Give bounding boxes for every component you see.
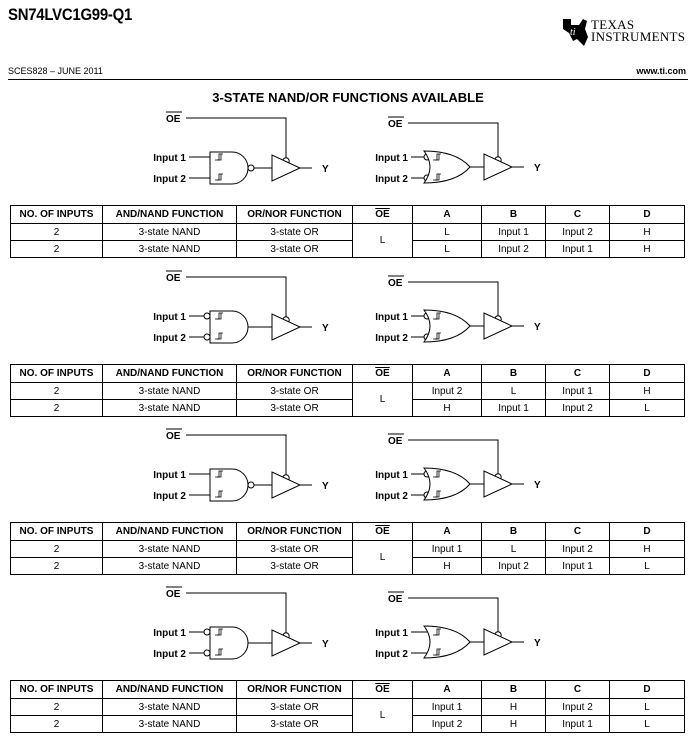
table-cell: 2	[11, 224, 103, 241]
input1-label: Input 1	[153, 312, 186, 323]
input2-label: Input 2	[375, 649, 408, 660]
output-label: Y	[322, 481, 329, 492]
table-row	[11, 400, 685, 417]
column-header: OR/NOR FUNCTION	[237, 365, 353, 383]
or-gate-diagram	[375, 117, 541, 185]
output-bubble-icon	[248, 482, 254, 488]
output-label: Y	[322, 639, 329, 650]
function-table-4	[10, 680, 685, 733]
column-header: C	[546, 365, 610, 383]
column-header: A	[413, 523, 482, 541]
column-header: B	[482, 365, 546, 383]
function-table-3	[10, 522, 685, 575]
column-header: $\overline{OE}$	[353, 523, 413, 541]
oe-cell: L	[353, 699, 413, 733]
or-gate-diagram	[375, 592, 541, 660]
and-gate-icon	[210, 311, 248, 343]
column-header: AND/NAND FUNCTION	[103, 523, 237, 541]
oe-label: OE	[166, 431, 181, 442]
column-header: A	[413, 206, 482, 224]
input1-label: Input 1	[153, 153, 186, 164]
svg-text:ti: ti	[570, 27, 576, 38]
or-gate-icon	[424, 626, 470, 658]
table-cell: Input 1	[546, 558, 610, 575]
table-cell: L	[482, 541, 546, 558]
table-cell: H	[413, 400, 482, 417]
input1-label: Input 1	[375, 312, 408, 323]
table-cell: 3-state OR	[237, 383, 353, 400]
output-label: Y	[534, 322, 541, 333]
table-header-row	[11, 206, 685, 224]
table-cell: L	[413, 241, 482, 258]
output-label: Y	[322, 164, 329, 175]
table-cell: Input 1	[546, 241, 610, 258]
table-row	[11, 716, 685, 733]
input2-label: Input 2	[375, 491, 408, 502]
table-cell: 2	[11, 241, 103, 258]
column-header: NO. OF INPUTS	[11, 365, 103, 383]
column-header: B	[482, 681, 546, 699]
table-header-row	[11, 523, 685, 541]
nand-gate-diagram	[153, 587, 329, 660]
table-cell: L	[610, 558, 685, 575]
table-cell: 2	[11, 699, 103, 716]
column-header: B	[482, 523, 546, 541]
part-number: SN74LVC1G99-Q1	[8, 5, 133, 24]
oe-label: OE	[166, 273, 181, 284]
oe-label: OE	[166, 589, 181, 600]
table-cell: 3-state OR	[237, 224, 353, 241]
input2-label: Input 2	[153, 174, 186, 185]
table-cell: Input 2	[482, 241, 546, 258]
table-cell: Input 2	[546, 400, 610, 417]
table-cell: 3-state OR	[237, 541, 353, 558]
table-cell: 3-state OR	[237, 699, 353, 716]
oe-label: OE	[388, 278, 403, 289]
table-cell: 3-state NAND	[103, 224, 237, 241]
or-gate-icon	[424, 468, 470, 500]
inverter-bubble-icon	[204, 650, 210, 656]
column-header: C	[546, 206, 610, 224]
section-title: 3-STATE NAND/OR FUNCTIONS AVAILABLE	[212, 90, 484, 105]
nand-gate-diagram	[153, 429, 329, 502]
column-header: D	[610, 681, 685, 699]
function-table-2	[10, 364, 685, 417]
output-label: Y	[322, 323, 329, 334]
and-gate-icon	[210, 627, 248, 659]
input1-label: Input 1	[153, 470, 186, 481]
column-header: C	[546, 681, 610, 699]
and-gate-icon	[210, 152, 248, 184]
input1-label: Input 1	[375, 628, 408, 639]
input1-label: Input 1	[153, 628, 186, 639]
output-label: Y	[534, 163, 541, 174]
nand-gate-diagram	[153, 271, 329, 344]
table-cell: 3-state NAND	[103, 716, 237, 733]
oe-cell: L	[353, 541, 413, 575]
column-header: D	[610, 523, 685, 541]
table-cell: L	[610, 699, 685, 716]
oe-cell: L	[353, 224, 413, 258]
column-header: AND/NAND FUNCTION	[103, 681, 237, 699]
output-bubble-icon	[248, 165, 254, 171]
input2-label: Input 2	[153, 491, 186, 502]
table-cell: 2	[11, 716, 103, 733]
table-cell: 3-state OR	[237, 241, 353, 258]
table-cell: Input 1	[546, 716, 610, 733]
table-cell: Input 2	[546, 541, 610, 558]
table-cell: H	[482, 699, 546, 716]
table-cell: 3-state NAND	[103, 383, 237, 400]
column-header: NO. OF INPUTS	[11, 206, 103, 224]
table-cell: 3-state OR	[237, 400, 353, 417]
function-table-1	[10, 205, 685, 258]
table-cell: H	[482, 716, 546, 733]
input1-label: Input 1	[375, 470, 408, 481]
or-gate-icon	[424, 151, 470, 183]
input2-label: Input 2	[375, 174, 408, 185]
table-cell: Input 2	[413, 383, 482, 400]
oe-label: OE	[166, 114, 181, 125]
site-url[interactable]: www.ti.com	[636, 66, 686, 76]
table-cell: L	[610, 716, 685, 733]
table-cell: H	[610, 541, 685, 558]
table-cell: Input 2	[546, 224, 610, 241]
or-gate-icon	[424, 310, 470, 342]
input2-label: Input 2	[153, 333, 186, 344]
table-cell: H	[413, 558, 482, 575]
column-header: D	[610, 206, 685, 224]
table-cell: H	[610, 241, 685, 258]
column-header: NO. OF INPUTS	[11, 523, 103, 541]
column-header: OR/NOR FUNCTION	[237, 523, 353, 541]
table-cell: Input 1	[546, 383, 610, 400]
doc-number: SCES828 – JUNE 2011	[8, 66, 103, 76]
table-cell: Input 1	[482, 224, 546, 241]
column-header: $\overline{OE}$	[353, 681, 413, 699]
table-row	[11, 383, 685, 400]
column-header: AND/NAND FUNCTION	[103, 365, 237, 383]
oe-label: OE	[388, 594, 403, 605]
column-header: OR/NOR FUNCTION	[237, 206, 353, 224]
table-cell: Input 2	[546, 699, 610, 716]
table-cell: L	[413, 224, 482, 241]
table-cell: L	[482, 383, 546, 400]
table-cell: Input 1	[413, 541, 482, 558]
column-header: NO. OF INPUTS	[11, 681, 103, 699]
column-header: AND/NAND FUNCTION	[103, 206, 237, 224]
table-cell: 3-state OR	[237, 558, 353, 575]
inverter-bubble-icon	[204, 334, 210, 340]
column-header: A	[413, 681, 482, 699]
table-row	[11, 699, 685, 716]
oe-cell: L	[353, 383, 413, 417]
table-cell: H	[610, 383, 685, 400]
input1-label: Input 1	[375, 153, 408, 164]
column-header: D	[610, 365, 685, 383]
table-cell: 3-state OR	[237, 716, 353, 733]
column-header: B	[482, 206, 546, 224]
table-cell: Input 1	[413, 699, 482, 716]
column-header: $\overline{OE}$	[353, 365, 413, 383]
column-header: C	[546, 523, 610, 541]
table-cell: 3-state NAND	[103, 558, 237, 575]
table-cell: H	[610, 224, 685, 241]
output-label: Y	[534, 638, 541, 649]
table-cell: L	[610, 400, 685, 417]
column-header: OR/NOR FUNCTION	[237, 681, 353, 699]
company-line2: INSTRUMENTS	[591, 29, 686, 44]
oe-label: OE	[388, 119, 403, 130]
output-label: Y	[534, 480, 541, 491]
table-row	[11, 241, 685, 258]
table-cell: Input 1	[482, 400, 546, 417]
oe-label: OE	[388, 436, 403, 447]
table-cell: 2	[11, 541, 103, 558]
table-row	[11, 224, 685, 241]
column-header: A	[413, 365, 482, 383]
company-line1: TEXAS	[591, 17, 635, 32]
column-header: $\overline{OE}$	[353, 206, 413, 224]
input2-label: Input 2	[375, 333, 408, 344]
table-cell: 3-state NAND	[103, 241, 237, 258]
table-cell: 3-state NAND	[103, 541, 237, 558]
table-row	[11, 558, 685, 575]
or-gate-diagram	[375, 276, 541, 344]
table-cell: 2	[11, 558, 103, 575]
table-header-row	[11, 365, 685, 383]
table-cell: Input 2	[413, 716, 482, 733]
or-gate-diagram	[375, 434, 541, 502]
inverter-bubble-icon	[204, 313, 210, 319]
table-cell: 3-state NAND	[103, 400, 237, 417]
table-cell: 2	[11, 383, 103, 400]
inverter-bubble-icon	[204, 629, 210, 635]
table-row	[11, 541, 685, 558]
table-header-row	[11, 681, 685, 699]
table-cell: 3-state NAND	[103, 699, 237, 716]
table-cell: Input 2	[482, 558, 546, 575]
table-cell: 2	[11, 400, 103, 417]
and-gate-icon	[210, 469, 248, 501]
input2-label: Input 2	[153, 649, 186, 660]
nand-gate-diagram	[153, 112, 329, 185]
